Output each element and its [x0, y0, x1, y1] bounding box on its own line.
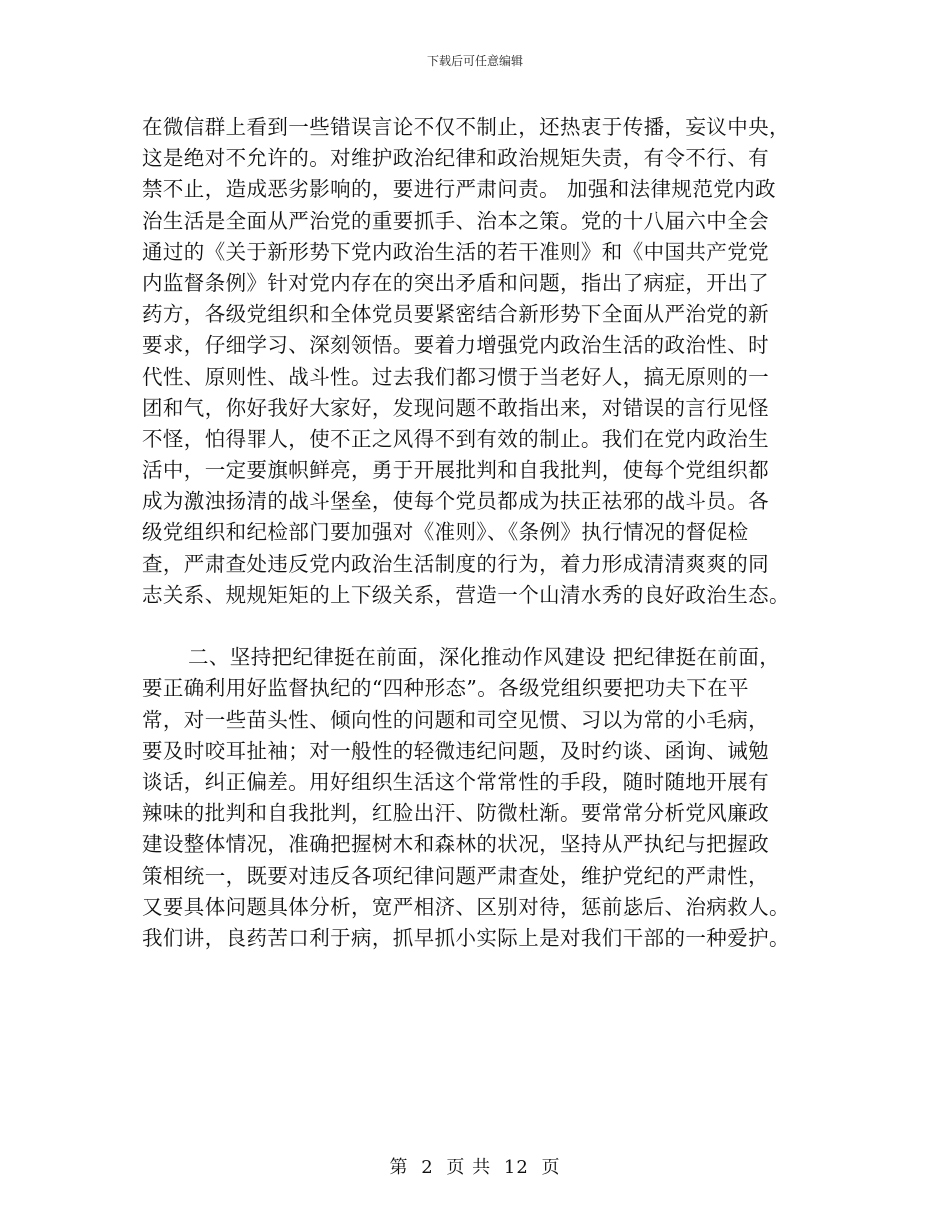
text-line: 谈话，纠正偏差。用好组织生活这个常常性的手段，随时随地开展有 — [142, 769, 769, 794]
text-line: 这是绝对不允许的。对维护政治纪律和政治规矩失责，有令不行、有 — [142, 146, 769, 171]
text-line: 通过的《关于新形势下党内政治生活的若干准则》和《中国共产党党 — [142, 239, 769, 264]
text-line: 禁不止，造成恶劣影响的，要进行严肃问责。 加强和法律规范党内政 — [142, 177, 776, 202]
text-line: 要正确利用好监督执纪的“四种形态”。各级党组织要把功夫下在平 — [142, 676, 749, 701]
text-line: 在微信群上看到一些错误言论不仅不制止，还热衷于传播，妄议中央， — [142, 115, 790, 139]
document-body — [142, 112, 812, 954]
text-line: 成为激浊扬清的战斗堡垒，使每个党员都成为扶正祛邪的战斗员。各 — [142, 489, 769, 514]
paragraph-2 — [142, 642, 812, 954]
footer-suffix: 页 — [541, 1157, 561, 1178]
page-header: 下载后可任意编辑 — [426, 54, 523, 68]
text-line: 代性、原则性、战斗性。过去我们都习惯于当老好人，搞无原则的一 — [142, 364, 769, 389]
text-line: 要求，仔细学习、深刻领悟。要着力增强党内政治生活的政治性、时 — [142, 333, 769, 358]
text-line: 辣味的批判和自我批判，红脸出汗、防微杜渐。要常常分析党风廉政 — [142, 801, 769, 826]
page-number: 2 — [421, 1157, 434, 1178]
text-line: 内监督条例》针对党内存在的突出矛盾和问题，指出了病症，开出了 — [142, 270, 769, 295]
text-line: 常，对一些苗头性、倾向性的问题和司空见惯、习以为常的小毛病， — [142, 707, 769, 732]
text-line: 活中，一定要旗帜鲜亮，勇于开展批判和自我批判，使每个党组织都 — [142, 458, 769, 483]
text-line: 级党组织和纪检部门要加强对《准则》、《条例》执行情况的督促检 — [142, 520, 749, 545]
text-line: 志关系、规规矩矩的上下级关系，营造一个山清水秀的良好政治生态。 — [142, 582, 790, 607]
page-footer — [0, 1153, 950, 1179]
text-line: 查，严肃查处违反党内政治生活制度的行为，着力形成清清爽爽的同 — [142, 551, 769, 576]
text-line: 二、坚持把纪律挺在前面，深化推动作风建设 把纪律挺在前面， — [188, 645, 781, 670]
text-line: 要及时咬耳扯袖；对一般性的轻微违纪问题，及时约谈、函询、诫勉 — [142, 738, 769, 763]
text-line: 又要具体问题具体分析，宽严相济、区别对待，惩前毖后、治病救人。 — [142, 894, 790, 919]
text-line: 不怪，怕得罪人，使不正之风得不到有效的制止。我们在党内政治生 — [142, 426, 769, 451]
text-line: 治生活是全面从严治党的重要抓手、治本之策。党的十八届六中全会 — [142, 208, 769, 233]
paragraph-1 — [142, 112, 812, 611]
paragraph-gap — [142, 611, 812, 642]
text-line: 我们讲，良药苦口利于病，抓早抓小实际上是对我们干部的一种爱护。 — [142, 925, 790, 950]
total-pages: 12 — [503, 1157, 529, 1178]
text-line: 建设整体情况，准确把握树木和森林的状况，坚持从严执纪与把握政 — [142, 832, 769, 857]
text-line: 团和气，你好我好大家好，发现问题不敢指出来，对错误的言行见怪 — [142, 395, 769, 420]
footer-prefix: 第 — [389, 1157, 409, 1178]
text-line: 药方，各级党组织和全体党员要紧密结合新形势下全面从严治党的新 — [142, 302, 769, 327]
footer-middle: 页 共 — [446, 1157, 492, 1178]
text-line: 策相统一，既要对违反各项纪律问题严肃查处，维护党纪的严肃性， — [142, 863, 769, 888]
